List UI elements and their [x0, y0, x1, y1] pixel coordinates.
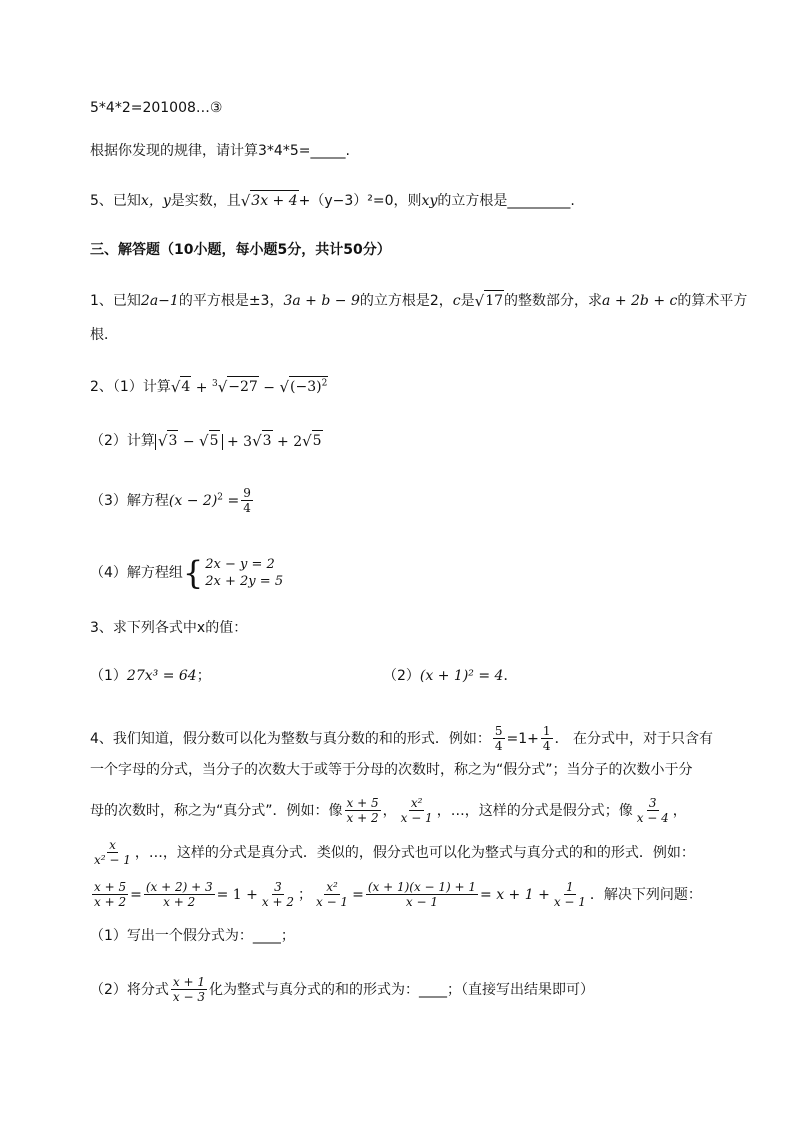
frac-num: 3	[274, 880, 282, 894]
frac-s2	[171, 975, 207, 1004]
fraction-9-4	[241, 486, 253, 515]
frac-num: 5	[494, 724, 503, 738]
problem-2-part-3	[90, 486, 255, 515]
problem-4-line-3	[90, 796, 687, 825]
frac-e3	[260, 880, 296, 909]
rule-text: 根据你发现的规律，请计算3*4*5=_____.	[90, 143, 350, 159]
p3-i2: （2）	[383, 668, 420, 684]
p3-i2-end: ．	[503, 668, 518, 684]
p3-title: 3、求下列各式中x的值：	[90, 620, 248, 636]
frac-num: x + 1	[172, 975, 206, 989]
frac-num: (x + 2) + 3	[145, 880, 213, 894]
semicolon: ；	[297, 886, 312, 903]
frac-num: x + 5	[94, 880, 127, 894]
sqrt-3x-plus-4: √ 3x + 4	[240, 192, 298, 210]
comma: ，	[672, 802, 687, 819]
problem-2-part-4	[90, 556, 283, 590]
fraction-b	[399, 796, 435, 825]
p2-l2: （2）计算	[90, 433, 155, 449]
problem-2-part-1	[90, 376, 328, 398]
q5-mid: 是实数，且	[170, 192, 241, 209]
problem-2-part-2	[90, 430, 323, 452]
radicand-17: 17	[484, 290, 504, 311]
section-heading: 三、解答题（10小题，每小题5分，共计50分）	[90, 242, 391, 258]
problem-4-sub-2	[90, 975, 594, 1004]
frac-den: x + 2	[163, 895, 196, 909]
q5-xy: xy	[421, 192, 438, 209]
frac-num: x + 5	[346, 796, 379, 810]
problem-4-line-1	[90, 724, 713, 753]
frac-den: 4	[494, 739, 503, 753]
frac-den: 4	[243, 501, 251, 515]
p1-a: 1、已知	[90, 292, 141, 309]
frac-e5	[366, 880, 478, 909]
p3-i1: （1）	[90, 668, 127, 684]
equation-system: { 2x − y = 2 2x + 2y = 5	[182, 554, 284, 592]
problem-4-line-5: $\frac{x + 5}{x + 2}$ = $\frac{(x + 2) + 3}{x + 2}$ = 1 + $\frac{3}{x + 2}$ ； $\frac{\text{x²}}{x - 1}$ = $\frac{(x + 1)(x - 1) + 1}{x - 1}$ = x + 1 + $\frac{1}{x - 1}$ ．解决下列问题：	[94, 880, 702, 909]
frac-den: x − 1	[553, 895, 586, 909]
equation-text: 5*4*2=201008…③	[90, 100, 223, 116]
frac-num: 1	[566, 880, 574, 894]
frac-num: x	[109, 838, 116, 852]
expr-2-3: $(x - 2)^2$ =	[168, 491, 240, 509]
system-eq-2: 2x + 2y = 5	[205, 574, 284, 589]
p1-expr-3: a + 2b + c	[602, 292, 678, 309]
frac-num: (x + 1)(x − 1) + 1	[367, 880, 477, 894]
expr-2-1: √ 4 + $^3$√ −27 − √ $(-3)^2$	[170, 378, 328, 396]
expr-2-2: √ 3 − √ 5 + 3 √ 3 + 2 √ 5	[155, 430, 323, 452]
problem-1-line-2	[90, 325, 118, 345]
p1-e: 的整数部分，求	[504, 292, 603, 309]
frac-e2	[144, 880, 215, 909]
question-5	[90, 190, 575, 211]
fraction-d	[92, 838, 133, 867]
p4-l2: 一个字母的分式，当分子的次数大于或等于分母的次数时，称之为“假分式”；当分子的次数小于分	[90, 762, 693, 778]
p4-l1a: 4、我们知道，假分数可以化为整数与真分数的和的形式．例如：	[90, 730, 491, 747]
frac-den: x² − 1	[94, 853, 131, 867]
frac-num: x²	[410, 796, 423, 810]
p4-l3b: ，…，这样的分式是假分式；像	[436, 802, 633, 819]
p1-f: 的算术平方	[677, 292, 748, 309]
frac-den: x − 4	[636, 811, 669, 825]
frac-den: x − 1	[405, 895, 438, 909]
q5-vars: x，y	[140, 192, 171, 209]
p4-s1: （1）写出一个假分式为：____；	[90, 928, 295, 944]
frac-num: 1	[542, 724, 551, 738]
p3-i1-end: ；	[196, 668, 211, 684]
equation-line-3	[90, 98, 222, 118]
p2-l1: 2、（1）计算	[90, 379, 171, 395]
p1-d: 是	[460, 292, 475, 309]
p4-l1c: ． 在分式中，对于只含有	[554, 730, 714, 747]
frac-e6	[552, 880, 588, 909]
q5-prefix: 5、已知	[90, 192, 141, 209]
q5-suffix: 的立方根是_________.	[437, 192, 575, 209]
fraction-1-4	[541, 724, 553, 753]
problem-3-item-2	[383, 666, 517, 686]
frac-num: 3	[648, 796, 657, 810]
fraction-5-4	[493, 724, 505, 753]
problem-4-sub-1	[90, 926, 295, 946]
frac-den: x − 1	[400, 811, 433, 825]
p1-c-var: c	[452, 292, 461, 309]
problem-1-line-1	[90, 290, 747, 311]
frac-e4	[314, 880, 350, 909]
p1-c: 的立方根是2，	[359, 292, 453, 309]
frac-den: x + 2	[94, 895, 127, 909]
section-title	[90, 240, 391, 260]
p3-eq-2: (x + 1)² = 4	[419, 668, 504, 684]
frac-den: x − 1	[315, 895, 349, 909]
p2-l4: （4）解方程组	[90, 565, 183, 581]
system-eq-1: 2x − y = 2	[205, 557, 275, 572]
fraction-c	[635, 796, 671, 825]
problem-3-title	[90, 618, 247, 638]
radicand: 3x + 4	[250, 190, 298, 211]
fraction-a	[345, 796, 381, 825]
frac-den: 4	[542, 739, 551, 753]
p1-g: 根．	[90, 327, 118, 343]
p3-eq-1: 27x³ = 64	[126, 668, 197, 684]
p1-expr-2: 3a + b − 9	[283, 292, 360, 309]
expr-text: = x + 1 +	[480, 886, 550, 903]
q5-plus: +（y−3）²=0，则	[298, 192, 422, 209]
p4-s2a: （2）将分式	[90, 981, 169, 998]
frac-num: 9	[243, 486, 251, 500]
sqrt-17: √ 17	[474, 292, 504, 310]
p4-l1b: =1+	[506, 730, 539, 747]
p1-expr-1: 2a−1	[140, 292, 179, 309]
problem-3-item-1	[90, 666, 211, 686]
p2-l3: （3）解方程	[90, 492, 169, 509]
frac-den: x + 2	[261, 895, 294, 909]
p4-s2b: 化为整式与真分式的和的形式为：____；（直接写出结果即可）	[209, 981, 595, 998]
problem-4-line-2	[90, 760, 693, 780]
frac-den: x + 2	[346, 811, 379, 825]
p4-l3a: 母的次数时，称之为“真分式”．例如：像	[90, 802, 343, 819]
comma: ，	[382, 802, 397, 819]
frac-e1	[92, 880, 128, 909]
frac-num: x²	[326, 880, 338, 894]
expr-text: = 1 +	[216, 886, 258, 903]
frac-den: x − 3	[172, 990, 206, 1004]
p4-l4b: ，…，这样的分式是真分式．类似的，假分式也可以化为整式与真分式的和的形式．例如：	[134, 844, 695, 861]
problem-4-line-4	[90, 838, 695, 867]
p1-b: 的平方根是±3，	[178, 292, 284, 309]
p4-l5end: ．解决下列问题：	[589, 886, 702, 903]
rule-question	[90, 141, 350, 161]
